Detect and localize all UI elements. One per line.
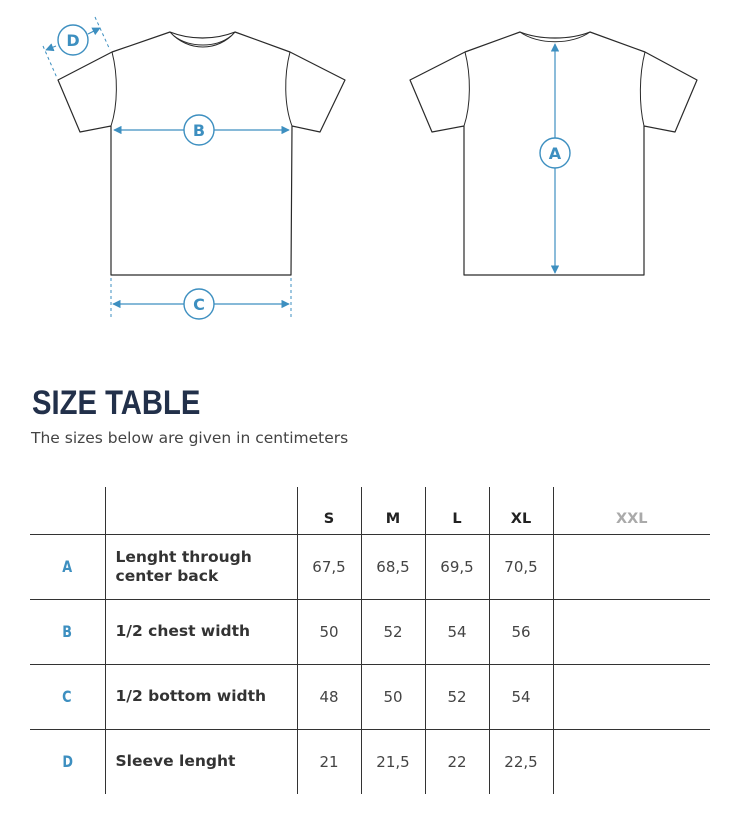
row-value [553, 599, 710, 664]
size-table [30, 487, 710, 794]
row-label: Sleeve lenght [105, 729, 297, 794]
table-row [30, 599, 710, 664]
row-value: 50 [361, 664, 425, 729]
marker-a: A [548, 144, 562, 163]
row-label: 1/2 bottom width [105, 664, 297, 729]
row-value: 48 [297, 664, 361, 729]
header-size-xxl: XXL [553, 487, 710, 534]
measure-c [111, 278, 291, 320]
table-row [30, 729, 710, 794]
row-value: 21 [297, 729, 361, 794]
table-row [30, 664, 710, 729]
row-key: D [30, 729, 105, 794]
row-label: Lenght through center back [105, 534, 297, 599]
header-key-cell [30, 487, 105, 534]
row-value [553, 534, 710, 599]
table-header-row [30, 487, 710, 534]
row-value: 52 [425, 664, 489, 729]
table-row [30, 534, 710, 599]
marker-d: D [66, 31, 80, 50]
row-value: 69,5 [425, 534, 489, 599]
row-value: 67,5 [297, 534, 361, 599]
marker-b: B [192, 121, 206, 140]
page-title: SIZE TABLE [32, 384, 201, 422]
row-value: 54 [425, 599, 489, 664]
header-size-xl: XL [489, 487, 553, 534]
page-subtitle: The sizes below are given in centimeters [31, 429, 349, 447]
marker-c: C [193, 295, 205, 314]
row-value: 50 [297, 599, 361, 664]
row-value: 54 [489, 664, 553, 729]
row-value: 21,5 [361, 729, 425, 794]
row-key: A [30, 534, 105, 599]
row-value [553, 664, 710, 729]
row-value: 52 [361, 599, 425, 664]
tshirt-front [58, 32, 345, 275]
row-key: C [30, 664, 105, 729]
tshirt-measurement-diagram [0, 0, 743, 340]
row-value: 22,5 [489, 729, 553, 794]
header-size-s: S [297, 487, 361, 534]
row-value: 68,5 [361, 534, 425, 599]
header-name-cell [105, 487, 297, 534]
row-value: 22 [425, 729, 489, 794]
row-label: 1/2 chest width [105, 599, 297, 664]
row-key: B [30, 599, 105, 664]
row-value: 56 [489, 599, 553, 664]
header-size-l: L [425, 487, 489, 534]
row-value [553, 729, 710, 794]
header-size-m: M [361, 487, 425, 534]
row-value: 70,5 [489, 534, 553, 599]
